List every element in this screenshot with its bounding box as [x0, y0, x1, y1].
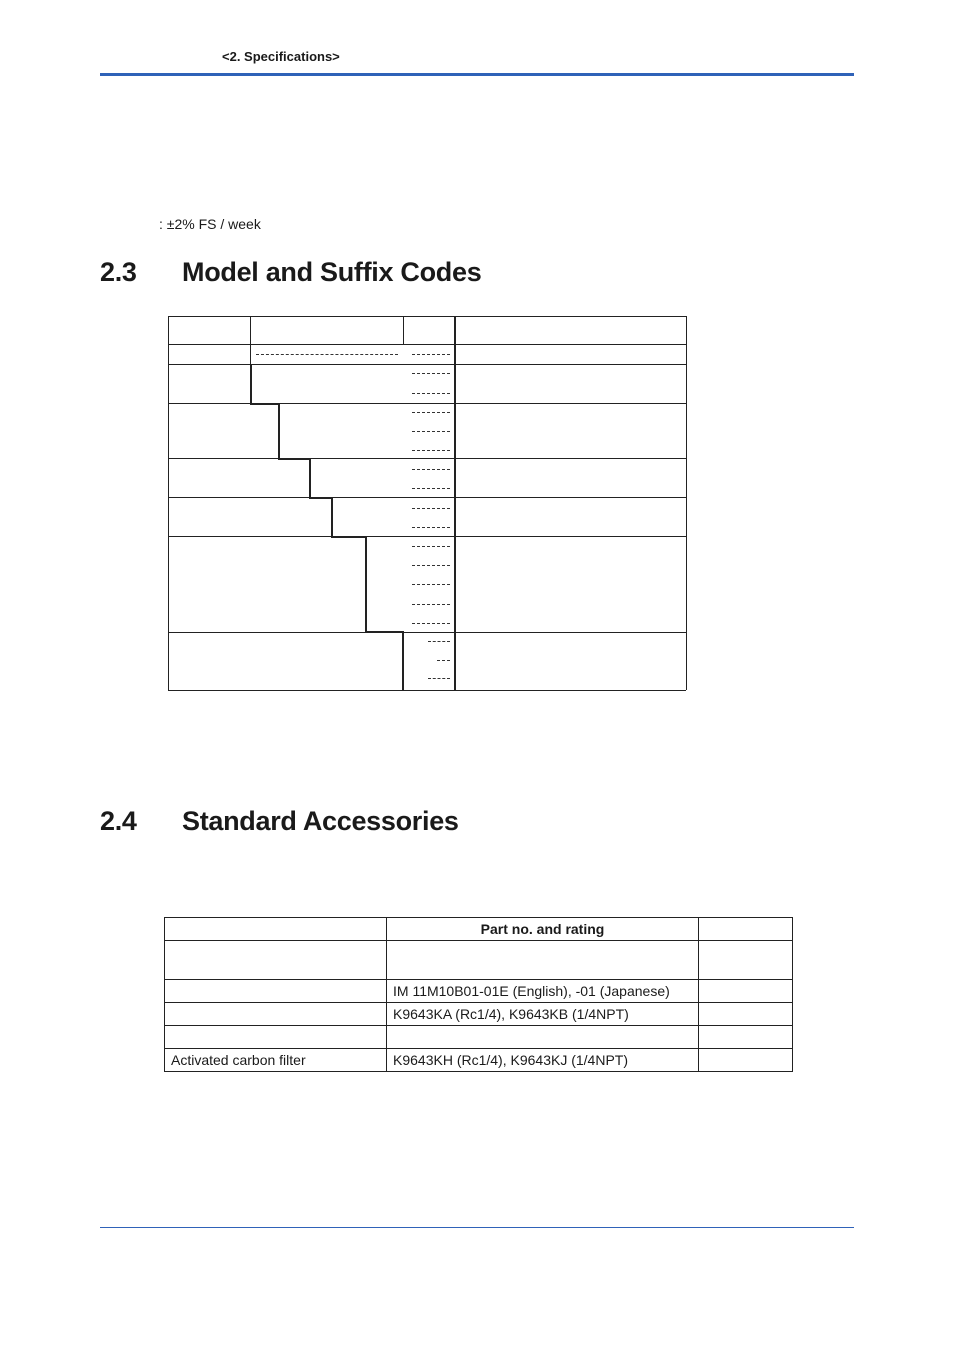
cell-part-no — [387, 1026, 699, 1049]
dashed-leader — [412, 565, 450, 566]
dashed-leader — [428, 678, 450, 679]
cell-part-no: K9643KA (Rc1/4), K9643KB (1/4NPT) — [387, 1003, 699, 1026]
table-row — [165, 1003, 793, 1026]
dashed-leader — [256, 354, 398, 355]
table-row — [165, 941, 793, 980]
header-divider-2 — [403, 316, 404, 344]
cell-item: Activated carbon filter — [165, 1049, 387, 1072]
cell-part-no: K9643KH (Rc1/4), K9643KJ (1/4NPT) — [387, 1049, 699, 1072]
dashed-leader — [412, 412, 450, 413]
dashed-leader — [412, 393, 450, 394]
staircase-step-5 — [365, 536, 367, 632]
cell-qty — [699, 1026, 793, 1049]
cell-qty — [699, 1049, 793, 1072]
table-header-row — [165, 918, 793, 941]
dashed-leader — [412, 373, 450, 374]
row-line — [168, 458, 686, 459]
staircase-step-4h — [331, 536, 366, 538]
table-row — [165, 1026, 793, 1049]
staircase-step-1h — [250, 403, 279, 405]
header-qty — [699, 918, 793, 941]
row-line — [168, 364, 686, 365]
accessories-table — [164, 917, 793, 1072]
dashed-leader — [412, 450, 450, 451]
staircase-step-2 — [278, 403, 280, 458]
dashed-leader — [412, 527, 450, 528]
dashed-leader — [412, 546, 450, 547]
table-left-border — [168, 316, 169, 690]
running-header: <2. Specifications> — [222, 49, 340, 64]
section-2-4-title: Standard Accessories — [182, 806, 459, 836]
code-column-border — [454, 316, 456, 690]
dashed-leader — [412, 623, 450, 624]
dashed-leader — [412, 604, 450, 605]
table-right-border — [686, 316, 687, 690]
cell-item — [165, 980, 387, 1003]
cell-qty — [699, 1003, 793, 1026]
row-line — [168, 497, 686, 498]
dashed-leader — [412, 488, 450, 489]
row-line — [168, 632, 686, 633]
header-part-no: Part no. and rating — [387, 918, 699, 941]
section-2-3-title: Model and Suffix Codes — [182, 257, 482, 287]
table-top-border — [168, 316, 686, 317]
dashed-leader — [412, 431, 450, 432]
section-2-4-number: 2.4 — [100, 806, 137, 836]
staircase-step-1 — [250, 364, 252, 403]
cell-item — [165, 1026, 387, 1049]
row-line — [168, 536, 686, 537]
table-bottom-border — [168, 690, 686, 691]
staircase-step-5h — [365, 631, 404, 633]
dashed-leader — [428, 641, 450, 642]
cell-part-no — [387, 941, 699, 980]
cell-item — [165, 941, 387, 980]
header-item — [165, 918, 387, 941]
footer-rule — [100, 1227, 854, 1228]
table-row — [165, 1049, 793, 1072]
staircase-step-4 — [331, 497, 333, 536]
table-row — [165, 980, 793, 1003]
staircase-step-2h — [278, 458, 310, 460]
dashed-leader — [412, 508, 450, 509]
cell-part-no: IM 11M10B01-01E (English), -01 (Japanese) — [387, 980, 699, 1003]
staircase-step-6 — [402, 632, 404, 690]
dashed-leader — [412, 469, 450, 470]
cell-qty — [699, 941, 793, 980]
dashed-leader — [412, 354, 450, 355]
model-row-divider — [250, 344, 251, 364]
row-line — [168, 403, 686, 404]
header-rule — [100, 73, 854, 76]
row-line — [168, 344, 686, 345]
cell-item — [165, 1003, 387, 1026]
dashed-leader — [412, 584, 450, 585]
drift-spec: : ±2% FS / week — [159, 216, 261, 232]
cell-qty — [699, 980, 793, 1003]
dashed-leader — [437, 660, 450, 661]
header-divider-1 — [250, 316, 251, 344]
staircase-step-3h — [309, 497, 332, 499]
section-2-3-number: 2.3 — [100, 257, 137, 287]
staircase-step-3 — [309, 458, 311, 497]
